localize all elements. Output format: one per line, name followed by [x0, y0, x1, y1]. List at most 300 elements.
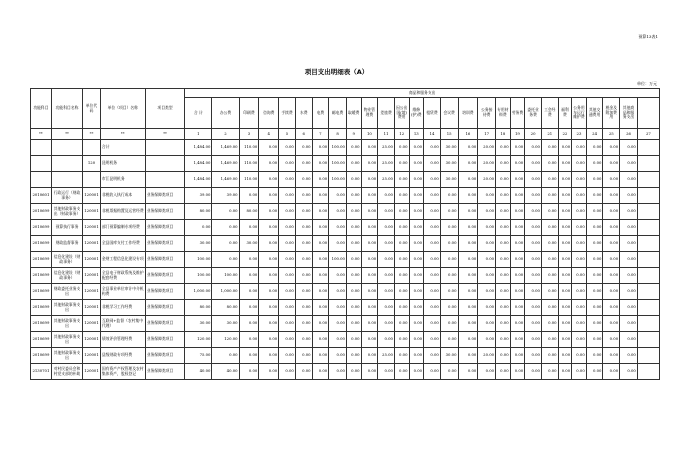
cell-amount: 0.00 — [603, 204, 620, 220]
cell-amount: 39.00 — [185, 188, 212, 204]
cell-amount: 0.00 — [572, 140, 587, 156]
cell-amount: 0.00 — [603, 188, 620, 204]
index-cell: 5 — [279, 129, 296, 140]
cell-code: 2010699 — [31, 348, 52, 364]
cell-project: 绩效评价管理经费 — [100, 332, 145, 348]
cell-amount: 0.00 — [541, 140, 558, 156]
cell-amount: 0.00 — [496, 172, 511, 188]
index-cell: 15 — [440, 129, 458, 140]
cell-amount: 0.00 — [572, 156, 587, 172]
cell-amount: 0.00 — [295, 140, 312, 156]
cell-amount: 0.00 — [603, 332, 620, 348]
cell-function-name: 财政委托业务支出 — [51, 284, 82, 300]
cell-amount: 0.00 — [346, 140, 361, 156]
col-header: 印刷费 — [239, 98, 259, 129]
cell-amount: 0.00 — [329, 316, 347, 332]
cell-amount: 0.00 — [295, 364, 312, 380]
cell-amount: 0.00 — [394, 140, 409, 156]
cell-amount: 0.00 — [329, 268, 347, 284]
cell-blank — [637, 220, 659, 236]
cell-project: 国有资产产权管理及农村集体资产，股权登记 — [100, 364, 145, 380]
cell-blank — [637, 364, 659, 380]
cell-amount: 0.00 — [424, 220, 441, 236]
cell-amount: 39.00 — [212, 188, 239, 204]
col-header: 手续费 — [279, 98, 296, 129]
cell-blank — [637, 236, 659, 252]
cell-amount: 0.00 — [239, 348, 259, 364]
cell-amount: 0.00 — [239, 284, 259, 300]
cell-amount: 0.00 — [424, 252, 441, 268]
cell-amount: 0.00 — [378, 364, 395, 380]
cell-amount: 0.00 — [279, 252, 296, 268]
col-header: 项目类型 — [145, 89, 185, 129]
index-cell: ** — [51, 129, 82, 140]
cell-amount: 0.00 — [586, 204, 603, 220]
col-header: 功能科目名称 — [51, 89, 82, 129]
table-row — [31, 172, 660, 188]
cell-amount: 0.00 — [378, 236, 395, 252]
cell-type: 业务保障类项目 — [145, 220, 185, 236]
cell-amount: 0.00 — [295, 172, 312, 188]
cell-unit-code: 120001 — [83, 252, 101, 268]
cell-amount: 0.00 — [558, 316, 572, 332]
cell-project: 非税学习工作经费 — [100, 300, 145, 316]
cell-blank — [637, 348, 659, 364]
cell-amount: 0.00 — [558, 332, 572, 348]
cell-amount: 0.00 — [279, 364, 296, 380]
cell-amount: 0.00 — [541, 316, 558, 332]
cell-amount: 0.00 — [603, 220, 620, 236]
cell-amount: 0.00 — [620, 348, 638, 364]
cell-function-name: 财政监督事务 — [51, 236, 82, 252]
cell-amount: 0.00 — [440, 364, 458, 380]
col-header: 委托业务费 — [525, 98, 542, 129]
cell-amount: 0.00 — [212, 236, 239, 252]
cell-amount: 0.00 — [239, 364, 259, 380]
cell-amount: 0.00 — [329, 284, 347, 300]
cell-amount: 0.00 — [586, 156, 603, 172]
cell-amount: 0.00 — [440, 268, 458, 284]
cell-amount: 0.00 — [541, 284, 558, 300]
cell-amount: 0.00 — [312, 316, 329, 332]
cell-amount: 0.00 — [259, 220, 279, 236]
cell-amount: 1,000.00 — [212, 284, 239, 300]
cell-amount: 0.00 — [312, 140, 329, 156]
cell-amount: 0.00 — [239, 188, 259, 204]
cell-amount: 0.00 — [295, 332, 312, 348]
cell-amount: 30.00 — [440, 172, 458, 188]
table-row — [31, 364, 660, 380]
cell-amount: 0.00 — [394, 172, 409, 188]
index-cell: 1 — [185, 129, 212, 140]
cell-amount: 0.00 — [496, 332, 511, 348]
col-header: 电费 — [312, 98, 329, 129]
cell-unit-code: 120001 — [83, 284, 101, 300]
cell-amount: 0.00 — [510, 156, 525, 172]
cell-amount: 0.00 — [510, 268, 525, 284]
cell-amount: 0.00 — [346, 204, 361, 220]
cell-amount: 0.00 — [510, 172, 525, 188]
cell-amount: 30.00 — [440, 140, 458, 156]
cell-amount: 0.00 — [541, 220, 558, 236]
cell-amount: 0.00 — [510, 332, 525, 348]
table-row — [31, 284, 660, 300]
cell-function-name — [51, 156, 82, 172]
cell-amount: 1,469.00 — [212, 156, 239, 172]
cell-blank — [637, 268, 659, 284]
cell-amount: 25.00 — [378, 140, 395, 156]
cell-amount: 0.00 — [346, 300, 361, 316]
cell-amount: 0.00 — [312, 156, 329, 172]
col-header: 办公费 — [212, 98, 239, 129]
cell-amount: 0.00 — [510, 348, 525, 364]
cell-amount: 0.00 — [346, 188, 361, 204]
cell-amount: 0.00 — [525, 268, 542, 284]
cell-amount: 25.00 — [378, 348, 395, 364]
cell-amount: 0.00 — [586, 252, 603, 268]
cell-amount: 0.00 — [295, 156, 312, 172]
table-row — [31, 348, 660, 364]
cell-amount: 0.00 — [361, 140, 378, 156]
cell-project: 合计 — [100, 140, 145, 156]
cell-amount: 0.00 — [603, 348, 620, 364]
cell-amount: 0.00 — [458, 316, 478, 332]
cell-amount: 110.00 — [239, 140, 259, 156]
index-cell: 13 — [409, 129, 424, 140]
cell-type: 业务保障类项目 — [145, 252, 185, 268]
cell-amount: 20.00 — [478, 140, 496, 156]
cell-code: 2010699 — [31, 316, 52, 332]
cell-amount: 0.00 — [478, 252, 496, 268]
cell-amount: 0.00 — [478, 332, 496, 348]
cell-amount: 0.00 — [361, 332, 378, 348]
cell-amount: 0.00 — [525, 204, 542, 220]
cell-unit-code — [83, 172, 101, 188]
cell-amount: 0.00 — [279, 204, 296, 220]
cell-amount: 0.00 — [239, 220, 259, 236]
cell-amount: 0.00 — [378, 204, 395, 220]
cell-amount: 0.00 — [259, 252, 279, 268]
cell-amount: 0.00 — [212, 348, 239, 364]
cell-amount: 0.00 — [558, 252, 572, 268]
cell-amount: 40.00 — [185, 364, 212, 380]
cell-amount: 0.00 — [478, 284, 496, 300]
cell-amount: 0.00 — [279, 140, 296, 156]
col-header: 水费 — [295, 98, 312, 129]
cell-amount: 0.00 — [279, 316, 296, 332]
index-row — [31, 129, 660, 140]
cell-amount: 0.00 — [259, 236, 279, 252]
cell-type: 业务保障类项目 — [145, 284, 185, 300]
cell-amount: 0.00 — [424, 140, 441, 156]
cell-amount: 0.00 — [361, 220, 378, 236]
cell-function-name: 其他财政事务支出 — [51, 332, 82, 348]
cell-amount: 0.00 — [478, 204, 496, 220]
cell-amount: 0.00 — [361, 284, 378, 300]
cell-amount: 0.00 — [312, 268, 329, 284]
cell-amount: 0.00 — [361, 236, 378, 252]
cell-unit-code — [83, 140, 101, 156]
cell-amount: 0.00 — [620, 300, 638, 316]
col-header: 功能科目 — [31, 89, 52, 129]
cell-amount: 0.00 — [259, 348, 279, 364]
cell-amount: 0.00 — [346, 316, 361, 332]
cell-unit-code: 120001 — [83, 332, 101, 348]
cell-type: 业务保障类项目 — [145, 204, 185, 220]
cell-unit-code: 120 — [83, 156, 101, 172]
cell-amount: 0.00 — [312, 204, 329, 220]
col-header-blank — [637, 98, 659, 129]
cell-amount: 1,469.00 — [212, 172, 239, 188]
cell-amount: 20.00 — [478, 156, 496, 172]
cell-amount: 0.00 — [586, 316, 603, 332]
cell-code — [31, 172, 52, 188]
cell-amount: 100.00 — [329, 252, 347, 268]
cell-amount: 0.00 — [440, 236, 458, 252]
cell-amount: 0.00 — [346, 268, 361, 284]
cell-amount: 0.00 — [510, 316, 525, 332]
cell-blank — [637, 300, 659, 316]
cell-amount: 0.00 — [510, 364, 525, 380]
cell-amount: 0.00 — [361, 252, 378, 268]
cell-amount: 0.00 — [620, 268, 638, 284]
cell-amount: 0.00 — [361, 316, 378, 332]
cell-unit-code: 120001 — [83, 220, 101, 236]
cell-function-name — [51, 140, 82, 156]
cell-type: 业务保障类项目 — [145, 268, 185, 284]
col-header: 因公出国(境)费用 — [394, 98, 409, 129]
cell-amount: 0.00 — [541, 268, 558, 284]
cell-amount: 0.00 — [295, 284, 312, 300]
index-cell: 2 — [212, 129, 239, 140]
cell-amount: 100.00 — [329, 172, 347, 188]
cell-amount: 0.00 — [409, 364, 424, 380]
index-cell: 16 — [458, 129, 478, 140]
cell-code: 2010699 — [31, 236, 52, 252]
cell-code: 2010699 — [31, 268, 52, 284]
cell-amount: 0.00 — [541, 236, 558, 252]
index-cell: 6 — [295, 129, 312, 140]
cell-amount: 0.00 — [295, 300, 312, 316]
cell-amount: 0.00 — [440, 220, 458, 236]
cell-function-name: 对村民委员会和村党支部的补助 — [51, 364, 82, 380]
index-cell: 8 — [329, 129, 347, 140]
cell-function-name: 其他财政事务支出 — [51, 348, 82, 364]
cell-amount: 0.00 — [603, 268, 620, 284]
cell-amount: 0.00 — [558, 140, 572, 156]
cell-amount: 0.00 — [394, 348, 409, 364]
table-row — [31, 300, 660, 316]
cell-amount: 0.00 — [558, 268, 572, 284]
cell-amount: 0.00 — [279, 172, 296, 188]
cell-amount: 0.00 — [458, 284, 478, 300]
cell-amount: 100.00 — [185, 268, 212, 284]
index-cell: 24 — [586, 129, 603, 140]
cell-unit-code: 120001 — [83, 268, 101, 284]
cell-amount: 0.00 — [496, 236, 511, 252]
cell-amount: 0.00 — [510, 284, 525, 300]
cell-amount: 0.00 — [510, 220, 525, 236]
cell-amount: 0.00 — [424, 300, 441, 316]
cell-amount: 0.00 — [424, 188, 441, 204]
cell-amount: 0.00 — [558, 172, 572, 188]
cell-amount: 30.00 — [185, 316, 212, 332]
index-cell: 26 — [620, 129, 638, 140]
cell-amount: 0.00 — [409, 300, 424, 316]
cell-amount: 0.00 — [361, 204, 378, 220]
cell-amount: 0.00 — [558, 300, 572, 316]
cell-amount: 0.00 — [361, 268, 378, 284]
cell-amount: 0.00 — [478, 300, 496, 316]
cell-amount: 30.00 — [440, 156, 458, 172]
cell-amount: 0.00 — [259, 284, 279, 300]
cell-amount: 0.00 — [572, 236, 587, 252]
cell-amount: 0.00 — [525, 364, 542, 380]
cell-amount: 30.00 — [212, 316, 239, 332]
cell-amount: 0.00 — [620, 316, 638, 332]
cell-amount: 0.00 — [329, 332, 347, 348]
cell-amount: 0.00 — [295, 316, 312, 332]
form-reference: 预算13表1 — [638, 34, 658, 39]
cell-amount: 0.00 — [620, 204, 638, 220]
col-header: 专用材料费 — [496, 98, 511, 129]
cell-amount: 0.00 — [361, 364, 378, 380]
cell-amount: 0.00 — [346, 348, 361, 364]
table-row — [31, 236, 660, 252]
cell-amount: 0.00 — [458, 364, 478, 380]
cell-amount: 0.00 — [212, 204, 239, 220]
cell-unit-code: 120001 — [83, 188, 101, 204]
cell-amount: 0.00 — [586, 332, 603, 348]
index-cell: 7 — [312, 129, 329, 140]
index-cell: ** — [31, 129, 52, 140]
cell-amount: 0.00 — [510, 300, 525, 316]
cell-amount: 0.00 — [394, 220, 409, 236]
cell-amount: 0.00 — [394, 188, 409, 204]
cell-amount: 0.00 — [541, 252, 558, 268]
cell-amount: 0.00 — [586, 268, 603, 284]
cell-amount: 0.00 — [603, 252, 620, 268]
cell-code: 2010699 — [31, 204, 52, 220]
cell-amount: 0.00 — [239, 268, 259, 284]
cell-amount: 0.00 — [620, 156, 638, 172]
cell-amount: 0.00 — [603, 156, 620, 172]
cell-amount: 0.00 — [620, 364, 638, 380]
cell-amount: 0.00 — [346, 172, 361, 188]
cell-amount: 0.00 — [558, 156, 572, 172]
cell-blank — [637, 188, 659, 204]
cell-amount: 0.00 — [279, 156, 296, 172]
cell-amount: 0.00 — [496, 156, 511, 172]
col-header: 邮电费 — [329, 98, 347, 129]
cell-amount: 0.00 — [620, 332, 638, 348]
cell-amount: 0.00 — [525, 316, 542, 332]
cell-type: 业务保障类项目 — [145, 316, 185, 332]
cell-amount: 0.00 — [329, 364, 347, 380]
cell-amount: 0.00 — [458, 236, 478, 252]
col-header: 租赁费 — [424, 98, 441, 129]
index-cell: ** — [145, 129, 185, 140]
cell-amount: 0.00 — [510, 188, 525, 204]
col-header: 物业管理费 — [361, 98, 378, 129]
cell-function-name: 其他财政事务支出 — [51, 316, 82, 332]
cell-amount: 0.00 — [458, 140, 478, 156]
cell-amount: 0.00 — [394, 268, 409, 284]
cell-amount: 0.00 — [361, 300, 378, 316]
cell-amount: 0.00 — [295, 204, 312, 220]
cell-amount: 0.00 — [279, 348, 296, 364]
cell-amount: 0.00 — [312, 300, 329, 316]
cell-type: 业务保障类项目 — [145, 348, 185, 364]
cell-amount: 0.00 — [424, 332, 441, 348]
cell-amount: 0.00 — [440, 300, 458, 316]
cell-amount: 0.00 — [572, 220, 587, 236]
cell-function-name: 预算执行事务 — [51, 220, 82, 236]
cell-amount: 0.00 — [620, 140, 638, 156]
cell-unit-code: 120001 — [83, 204, 101, 220]
cell-type — [145, 156, 185, 172]
cell-amount: 0.00 — [378, 268, 395, 284]
cell-amount: 0.00 — [496, 348, 511, 364]
cell-amount: 0.00 — [409, 348, 424, 364]
col-header: 培训费 — [458, 98, 478, 129]
cell-blank — [637, 140, 659, 156]
cell-amount: 0.00 — [259, 140, 279, 156]
cell-amount: 0.00 — [510, 204, 525, 220]
cell-amount: 0.00 — [572, 268, 587, 284]
cell-amount: 0.00 — [424, 364, 441, 380]
col-header: 其他交通费用 — [586, 98, 603, 129]
index-cell: 23 — [572, 129, 587, 140]
table-row — [31, 220, 660, 236]
table-row — [31, 140, 660, 156]
cell-amount: 0.00 — [212, 220, 239, 236]
cell-amount: 0.00 — [541, 188, 558, 204]
cell-amount: 80.00 — [185, 300, 212, 316]
cell-amount: 120.00 — [212, 332, 239, 348]
cell-amount: 0.00 — [558, 364, 572, 380]
cell-amount: 0.00 — [541, 156, 558, 172]
table-row — [31, 188, 660, 204]
index-cell: ** — [83, 129, 101, 140]
cell-amount: 75.00 — [185, 348, 212, 364]
cell-amount: 0.00 — [409, 172, 424, 188]
cell-amount: 0.00 — [525, 172, 542, 188]
cell-type: 业务保障类项目 — [145, 332, 185, 348]
cell-amount: 0.00 — [558, 204, 572, 220]
cell-amount: 1,484.00 — [185, 172, 212, 188]
cell-amount: 0.00 — [572, 284, 587, 300]
cell-blank — [637, 172, 659, 188]
cell-amount: 0.00 — [458, 348, 478, 364]
cell-amount: 0.00 — [312, 348, 329, 364]
cell-amount: 0.00 — [295, 236, 312, 252]
cell-amount: 0.00 — [409, 268, 424, 284]
cell-amount: 0.00 — [496, 252, 511, 268]
cell-function-name: 行政运行（财政事务） — [51, 188, 82, 204]
cell-amount: 0.00 — [295, 220, 312, 236]
cell-amount: 0.00 — [496, 140, 511, 156]
cell-amount: 0.00 — [312, 188, 329, 204]
cell-amount: 0.00 — [458, 300, 478, 316]
cell-code: 2010699 — [31, 220, 52, 236]
cell-amount: 0.00 — [424, 316, 441, 332]
cell-amount: 0.00 — [458, 172, 478, 188]
cell-amount: 0.00 — [259, 156, 279, 172]
unit-label: 单位：万元 — [637, 81, 657, 86]
cell-amount: 30.00 — [440, 348, 458, 364]
col-header: 工会经费 — [541, 98, 558, 129]
